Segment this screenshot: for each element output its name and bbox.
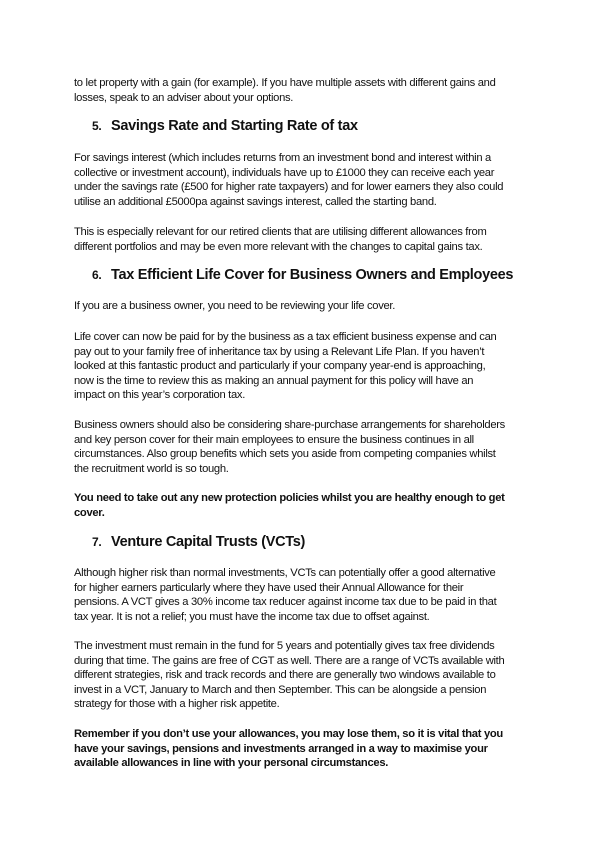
paragraph-life-cover — [74, 330, 496, 403]
section-title: Savings Rate and Starting Rate of tax — [111, 118, 358, 134]
text-line: utilise an additional £5000pa against savings interest, called the starting band. — [74, 195, 437, 208]
text-line: circumstances. Also group benefits which sets you aside from competing companies whilst — [74, 448, 496, 461]
text-line: strategy for those with a higher risk appetite. — [74, 698, 280, 711]
text-line: impact on this year’s corporation tax. — [74, 389, 246, 402]
text-line: If you are a business owner, you need to be reviewing your life cover. — [74, 300, 396, 312]
text-line: pay out to your family free of inheritance tax by using a Relevant Life Plan. If you haven’t — [74, 345, 485, 358]
section-number: 7. — [92, 535, 102, 549]
section-number: 5. — [92, 119, 102, 133]
text-line: Remember if you don’t use your allowances, you may lose them, so it is vital that you — [74, 728, 503, 740]
paragraph-intro — [74, 76, 496, 105]
text-line: different strategies, risk and track records and there are generally two windows available to — [74, 669, 496, 682]
text-line: cover. — [74, 506, 105, 519]
text-line: The investment must remain in the fund for 5 years and potentially gives tax free dividends — [74, 640, 495, 652]
section-number: 6. — [92, 268, 102, 282]
heading-section-7 — [92, 534, 305, 550]
paragraph-protection-callout — [74, 491, 505, 520]
paragraph-vct-investment — [74, 639, 504, 712]
text-line: invest in a VCT, January to March and then September. This can be alongside a pension — [74, 683, 487, 696]
text-line: Life cover can now be paid for by the business as a tax efficient business expense and can — [74, 331, 497, 343]
paragraph-retired-clients — [74, 225, 486, 254]
heading-section-6 — [92, 267, 513, 283]
text-line: available allowances in line with your personal circumstances. — [74, 757, 389, 770]
text-line: have your savings, pensions and investments arranged in a way to maximise your — [74, 742, 488, 755]
text-line: losses, speak to an adviser about your options. — [74, 91, 294, 104]
text-line: Business owners should also be considering share-purchase arrangements for shareholders — [74, 419, 505, 431]
paragraph-allowances-callout — [74, 727, 503, 771]
text-line: This is especially relevant for our retired clients that are utilising different allowances from — [74, 226, 487, 238]
text-line: different portfolios and may be even more relevant with the changes to capital gains tax. — [74, 240, 483, 253]
text-line: tax year. It is not a relief; you must have the income tax due to offset against. — [74, 610, 430, 623]
paragraph-share-purchase — [74, 418, 505, 476]
text-line: Although higher risk than normal investments, VCTs can potentially offer a good alternative — [74, 567, 496, 579]
paragraph-vct-intro — [74, 566, 496, 624]
section-title: Venture Capital Trusts (VCTs) — [111, 534, 306, 550]
text-line: collective or investment account), individuals have up to £1000 they can receive each year — [74, 166, 495, 179]
text-line: for higher earners particularly where they have used their Annual Allowance for their — [74, 581, 464, 594]
text-line: looked at this fantastic product and particularly if your company year-end is approaching, — [74, 360, 486, 373]
text-line: to let property with a gain (for example). If you have multiple assets with different gains and — [74, 77, 496, 89]
text-line: For savings interest (which includes returns from an investment bond and interest within a — [74, 152, 491, 164]
text-line: under the savings rate (£500 for higher rate taxpayers) and for lower earners they also could — [74, 181, 504, 194]
text-line: You need to take out any new protection policies whilst you are healthy enough to get — [74, 492, 505, 504]
paragraph-savings-interest — [74, 151, 503, 209]
paragraph-business-owner — [74, 299, 395, 314]
heading-section-5 — [92, 118, 358, 134]
section-title: Tax Efficient Life Cover for Business Owners and Employees — [111, 267, 514, 283]
text-line: now is the time to review this as making an annual payment for this policy will have an — [74, 374, 474, 387]
text-line: and key person cover for their main employees to ensure the business continues in all — [74, 433, 474, 446]
text-line: during that time. The gains are free of CGT as well. There are a range of VCTs available with — [74, 654, 505, 667]
text-line: pensions. A VCT gives a 30% income tax reducer against income tax due to be paid in that — [74, 596, 497, 609]
text-line: the recruitment world is so tough. — [74, 462, 229, 475]
